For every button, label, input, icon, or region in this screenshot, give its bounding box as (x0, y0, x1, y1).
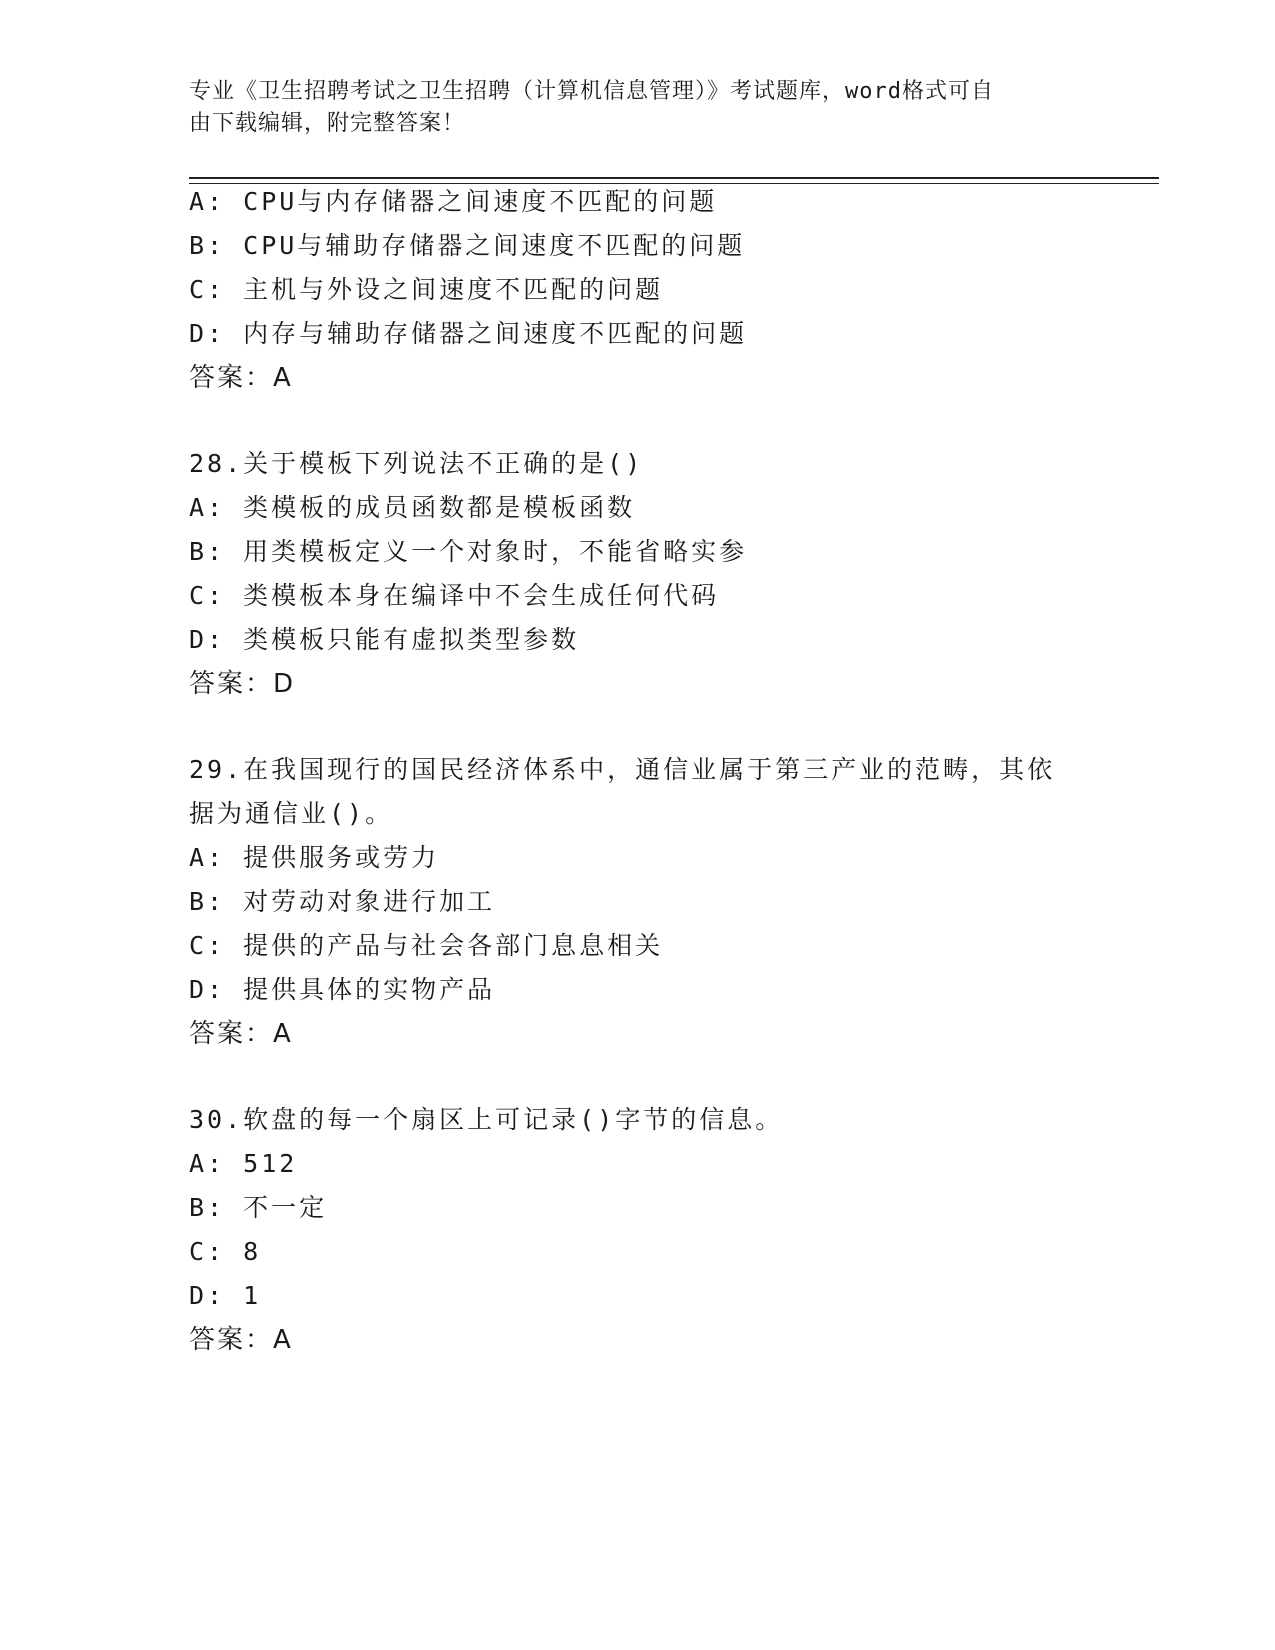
q28-option-c: C: 类模板本身在编译中不会生成任何代码 (189, 581, 720, 610)
q30-answer: 答案：A (189, 1325, 293, 1355)
q30-option-d: D: 1 (189, 1281, 262, 1310)
q30-option-c: C: 8 (189, 1237, 262, 1266)
q28-option-a: A: 类模板的成员函数都是模板函数 (189, 493, 636, 522)
q28-option-b: B: 用类模板定义一个对象时，不能省略实参 (189, 537, 748, 566)
q27-option-c: C: 主机与外设之间速度不匹配的问题 (189, 275, 664, 304)
q29-option-b: B: 对劳动对象进行加工 (189, 887, 496, 916)
document-header (189, 76, 1089, 140)
q28-stem: 28.关于模板下列说法不正确的是() (189, 449, 644, 478)
header-divider-thick (189, 177, 1159, 179)
q29-stem-line-1: 29.在我国现行的国民经济体系中，通信业属于第三产业的范畴，其依 (189, 755, 1056, 784)
q27-option-b: B: CPU与辅助存储器之间速度不匹配的问题 (189, 231, 746, 260)
q30-option-b: B: 不一定 (189, 1193, 328, 1222)
q28-option-d: D: 类模板只能有虚拟类型参数 (189, 625, 580, 654)
q28-answer: 答案：D (189, 669, 296, 699)
q29-option-a: A: 提供服务或劳力 (189, 843, 440, 872)
q27-answer: 答案：A (189, 363, 293, 393)
header-line-2: 由下载编辑，附完整答案！ (189, 111, 466, 136)
q30-option-a: A: 512 (189, 1149, 298, 1178)
q27-option-a: A: CPU与内存储器之间速度不匹配的问题 (189, 187, 718, 216)
q29-stem-line-2: 据为通信业()。 (189, 799, 394, 828)
q29-option-c: C: 提供的产品与社会各部门息息相关 (189, 931, 664, 960)
q29-answer: 答案：A (189, 1019, 293, 1049)
q29-option-d: D: 提供具体的实物产品 (189, 975, 496, 1004)
q27-option-d: D: 内存与辅助存储器之间速度不匹配的问题 (189, 319, 748, 348)
q30-stem: 30.软盘的每一个扇区上可记录()字节的信息。 (189, 1105, 784, 1134)
header-line-1: 专业《卫生招聘考试之卫生招聘（计算机信息管理）》考试题库，word格式可自 (189, 79, 994, 104)
